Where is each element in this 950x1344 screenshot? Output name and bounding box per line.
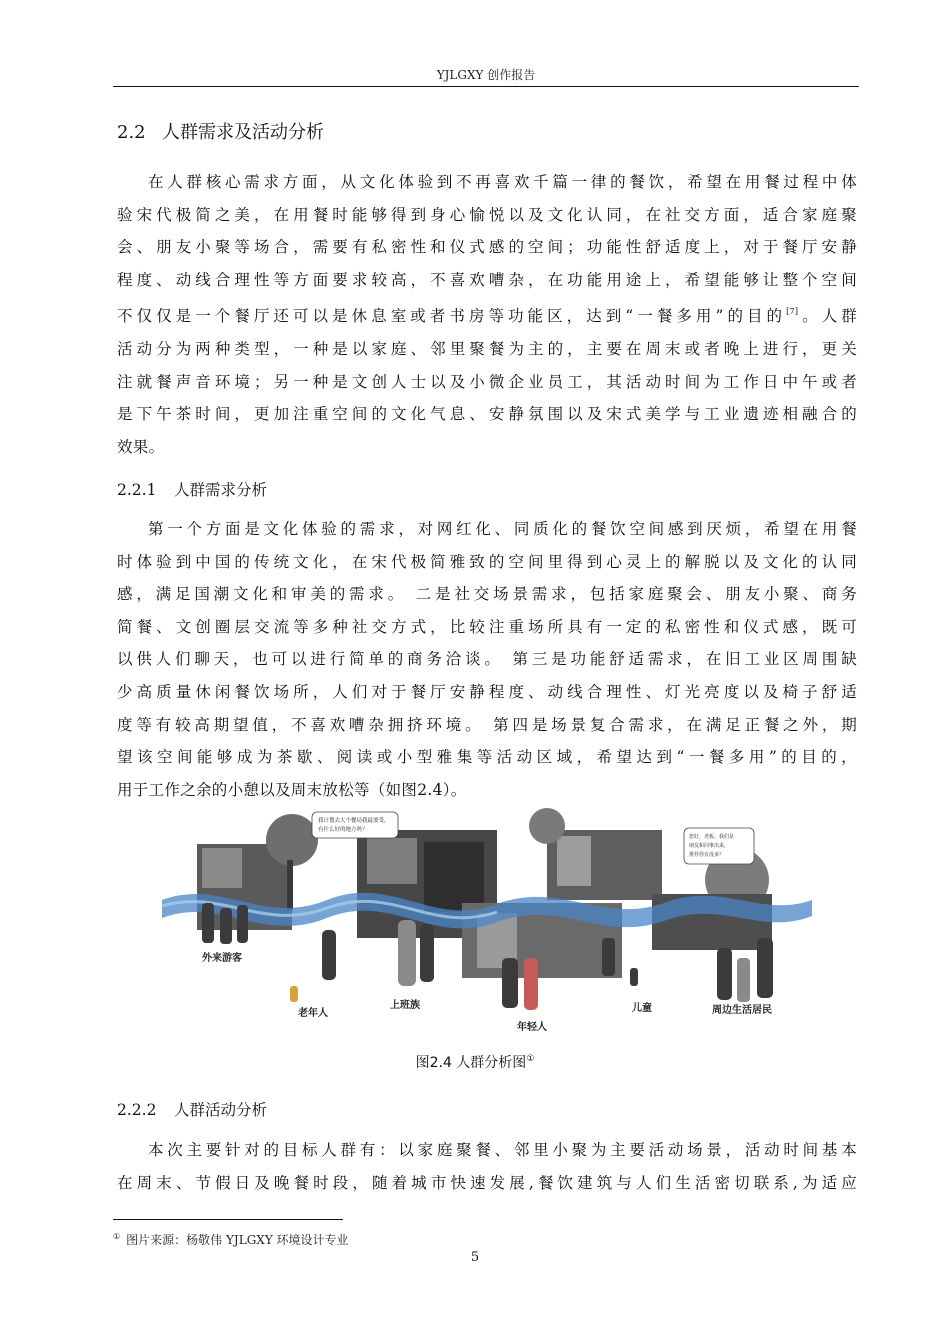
activity-line: 本次主要针对的目标人群有：以家庭聚餐、邻里小聚为主要活动场景，活动时间基本 bbox=[148, 1141, 857, 1159]
crowd-analysis-figure bbox=[162, 808, 812, 1033]
subsection-heading bbox=[117, 478, 267, 500]
label-children: 儿童 bbox=[632, 1003, 652, 1014]
intro-line: 注就餐声音环境；另一种是文创人士以及小微企业员工，其活动时间为工作日中午或者 bbox=[117, 372, 857, 391]
footnote-mark: ① bbox=[113, 1232, 121, 1241]
speech-bubble-left bbox=[312, 812, 398, 838]
intro-line: 活动分为两种类型，一种是以家庭、邻里聚餐为主的，主要在周末或者晚上进行，更关 bbox=[117, 339, 857, 358]
tree-icon bbox=[266, 814, 318, 866]
subsection-heading bbox=[117, 1098, 267, 1120]
bubble-right-line: 朋友和同事出来， bbox=[689, 843, 730, 849]
caption-text: 图2.4 人群分析图 bbox=[415, 1055, 527, 1071]
intro-paragraph bbox=[117, 166, 857, 463]
bubble-left-line: 有什么好的地方吗？ bbox=[318, 827, 368, 833]
intro-line: 会、朋友小聚等场合，需要有私密性和仪式感的空间；功能性舒适度上，对于餐厅安静 bbox=[117, 238, 857, 257]
label-residents: 周边生活居民 bbox=[712, 1005, 772, 1016]
demand-line: 少高质量休闲餐饮场所，人们对于餐厅安静程度、动线合理性、灯光亮度以及椅子舒适 bbox=[117, 682, 857, 701]
bubble-left-line: 我计划去大个餐局我最要受， bbox=[318, 818, 390, 824]
activity-line: 在周末、节假日及晚餐时段，随着城市快速发展,餐饮建筑与人们生活密切联系,为适应 bbox=[117, 1173, 857, 1192]
intro-line: 程度、动线合理性等方面要求较高，不喜欢嘈杂，在功能用途上，希望能够让整个空间 bbox=[117, 270, 857, 289]
speech-bubble-right bbox=[684, 828, 754, 864]
label-tourists: 外来游客 bbox=[202, 953, 242, 964]
label-youth: 年轻人 bbox=[517, 1022, 547, 1033]
subsection-title: 人群需求分析 bbox=[174, 481, 268, 499]
subsection-title: 人群活动分析 bbox=[174, 1101, 268, 1119]
intro-line: 效果。 bbox=[117, 437, 165, 456]
footnote-rule bbox=[113, 1219, 343, 1220]
page-number: 5 bbox=[470, 1250, 480, 1265]
demand-line: 简餐、文创圈层交流等多种社交方式，比较注重场所具有一定的私密性和仪式感，既可 bbox=[117, 617, 857, 636]
intro-line: 是下午茶时间，更加注重空间的文化气息、安静氛围以及宋式美学与工业遗迹相融合的 bbox=[117, 405, 857, 424]
intro-line-text: 不仅仅是一个餐厅还可以是休息室或者书房等功能区，达到“一餐多用”的目的 bbox=[117, 307, 787, 326]
tree-icon bbox=[529, 808, 565, 844]
demand-paragraph bbox=[117, 513, 857, 806]
figure-caption bbox=[0, 1052, 950, 1072]
footnote-text: 图片来源：杨敬伟 YJLGXY 环境设计专业 bbox=[126, 1233, 349, 1247]
subsection-number: 2.2.2 bbox=[117, 1101, 157, 1119]
demand-line: 度等有较高期望值，不喜欢嘈杂拥挤环境。 第四是场景复合需求，在满足正餐之外，期 bbox=[117, 715, 857, 734]
demand-line: 时体验到中国的传统文化，在宋代极简雅致的空间里得到心灵上的解脱以及文化的认同 bbox=[117, 552, 857, 571]
demand-line: 第一个方面是文化体验的需求，对网红化、同质化的餐饮空间感到厌烦，希望在用餐 bbox=[148, 520, 857, 538]
page-header: YJLGXY 创作报告 bbox=[436, 68, 536, 82]
footnote bbox=[113, 1231, 349, 1248]
section-number: 2.2 bbox=[117, 122, 146, 143]
bubble-right-line: 您好，老板，我们是 bbox=[689, 834, 735, 840]
caption-footnote-mark: ① bbox=[526, 1054, 535, 1064]
demand-line: 以供人们聊天，也可以进行简单的商务洽谈。 第三是功能舒适需求，在旧工业区周围缺 bbox=[117, 650, 857, 669]
intro-line-tail: 。人群 bbox=[798, 307, 857, 326]
citation-ref: [7] bbox=[786, 307, 799, 317]
intro-line-with-ref bbox=[117, 296, 857, 333]
label-elderly: 老年人 bbox=[298, 1008, 328, 1019]
intro-line: 验宋代极简之美，在用餐时能够得到身心愉悦以及文化认同，在社交方面，适合家庭聚 bbox=[117, 205, 857, 224]
subsection-number: 2.2.1 bbox=[117, 481, 157, 499]
bubble-right-line: 推荐你有没多？ bbox=[689, 852, 725, 858]
activity-paragraph bbox=[117, 1134, 857, 1199]
header-rule bbox=[113, 86, 859, 87]
label-office: 上班族 bbox=[390, 1000, 420, 1011]
demand-line: 望该空间能够成为茶歇、阅读或小型雅集等活动区域，希望达到“一餐多用”的目的， bbox=[117, 748, 857, 767]
demand-line: 感，满足国潮文化和审美的需求。 二是社交场景需求，包括家庭聚会、朋友小聚、商务 bbox=[117, 585, 857, 604]
section-title: 人群需求及活动分析 bbox=[162, 122, 324, 143]
section-heading bbox=[117, 118, 324, 144]
demand-line: 用于工作之余的小憩以及周末放松等（如图2.4）。 bbox=[117, 780, 467, 799]
intro-line: 在人群核心需求方面，从文化体验到不再喜欢千篇一律的餐饮，希望在用餐过程中体 bbox=[148, 173, 857, 191]
